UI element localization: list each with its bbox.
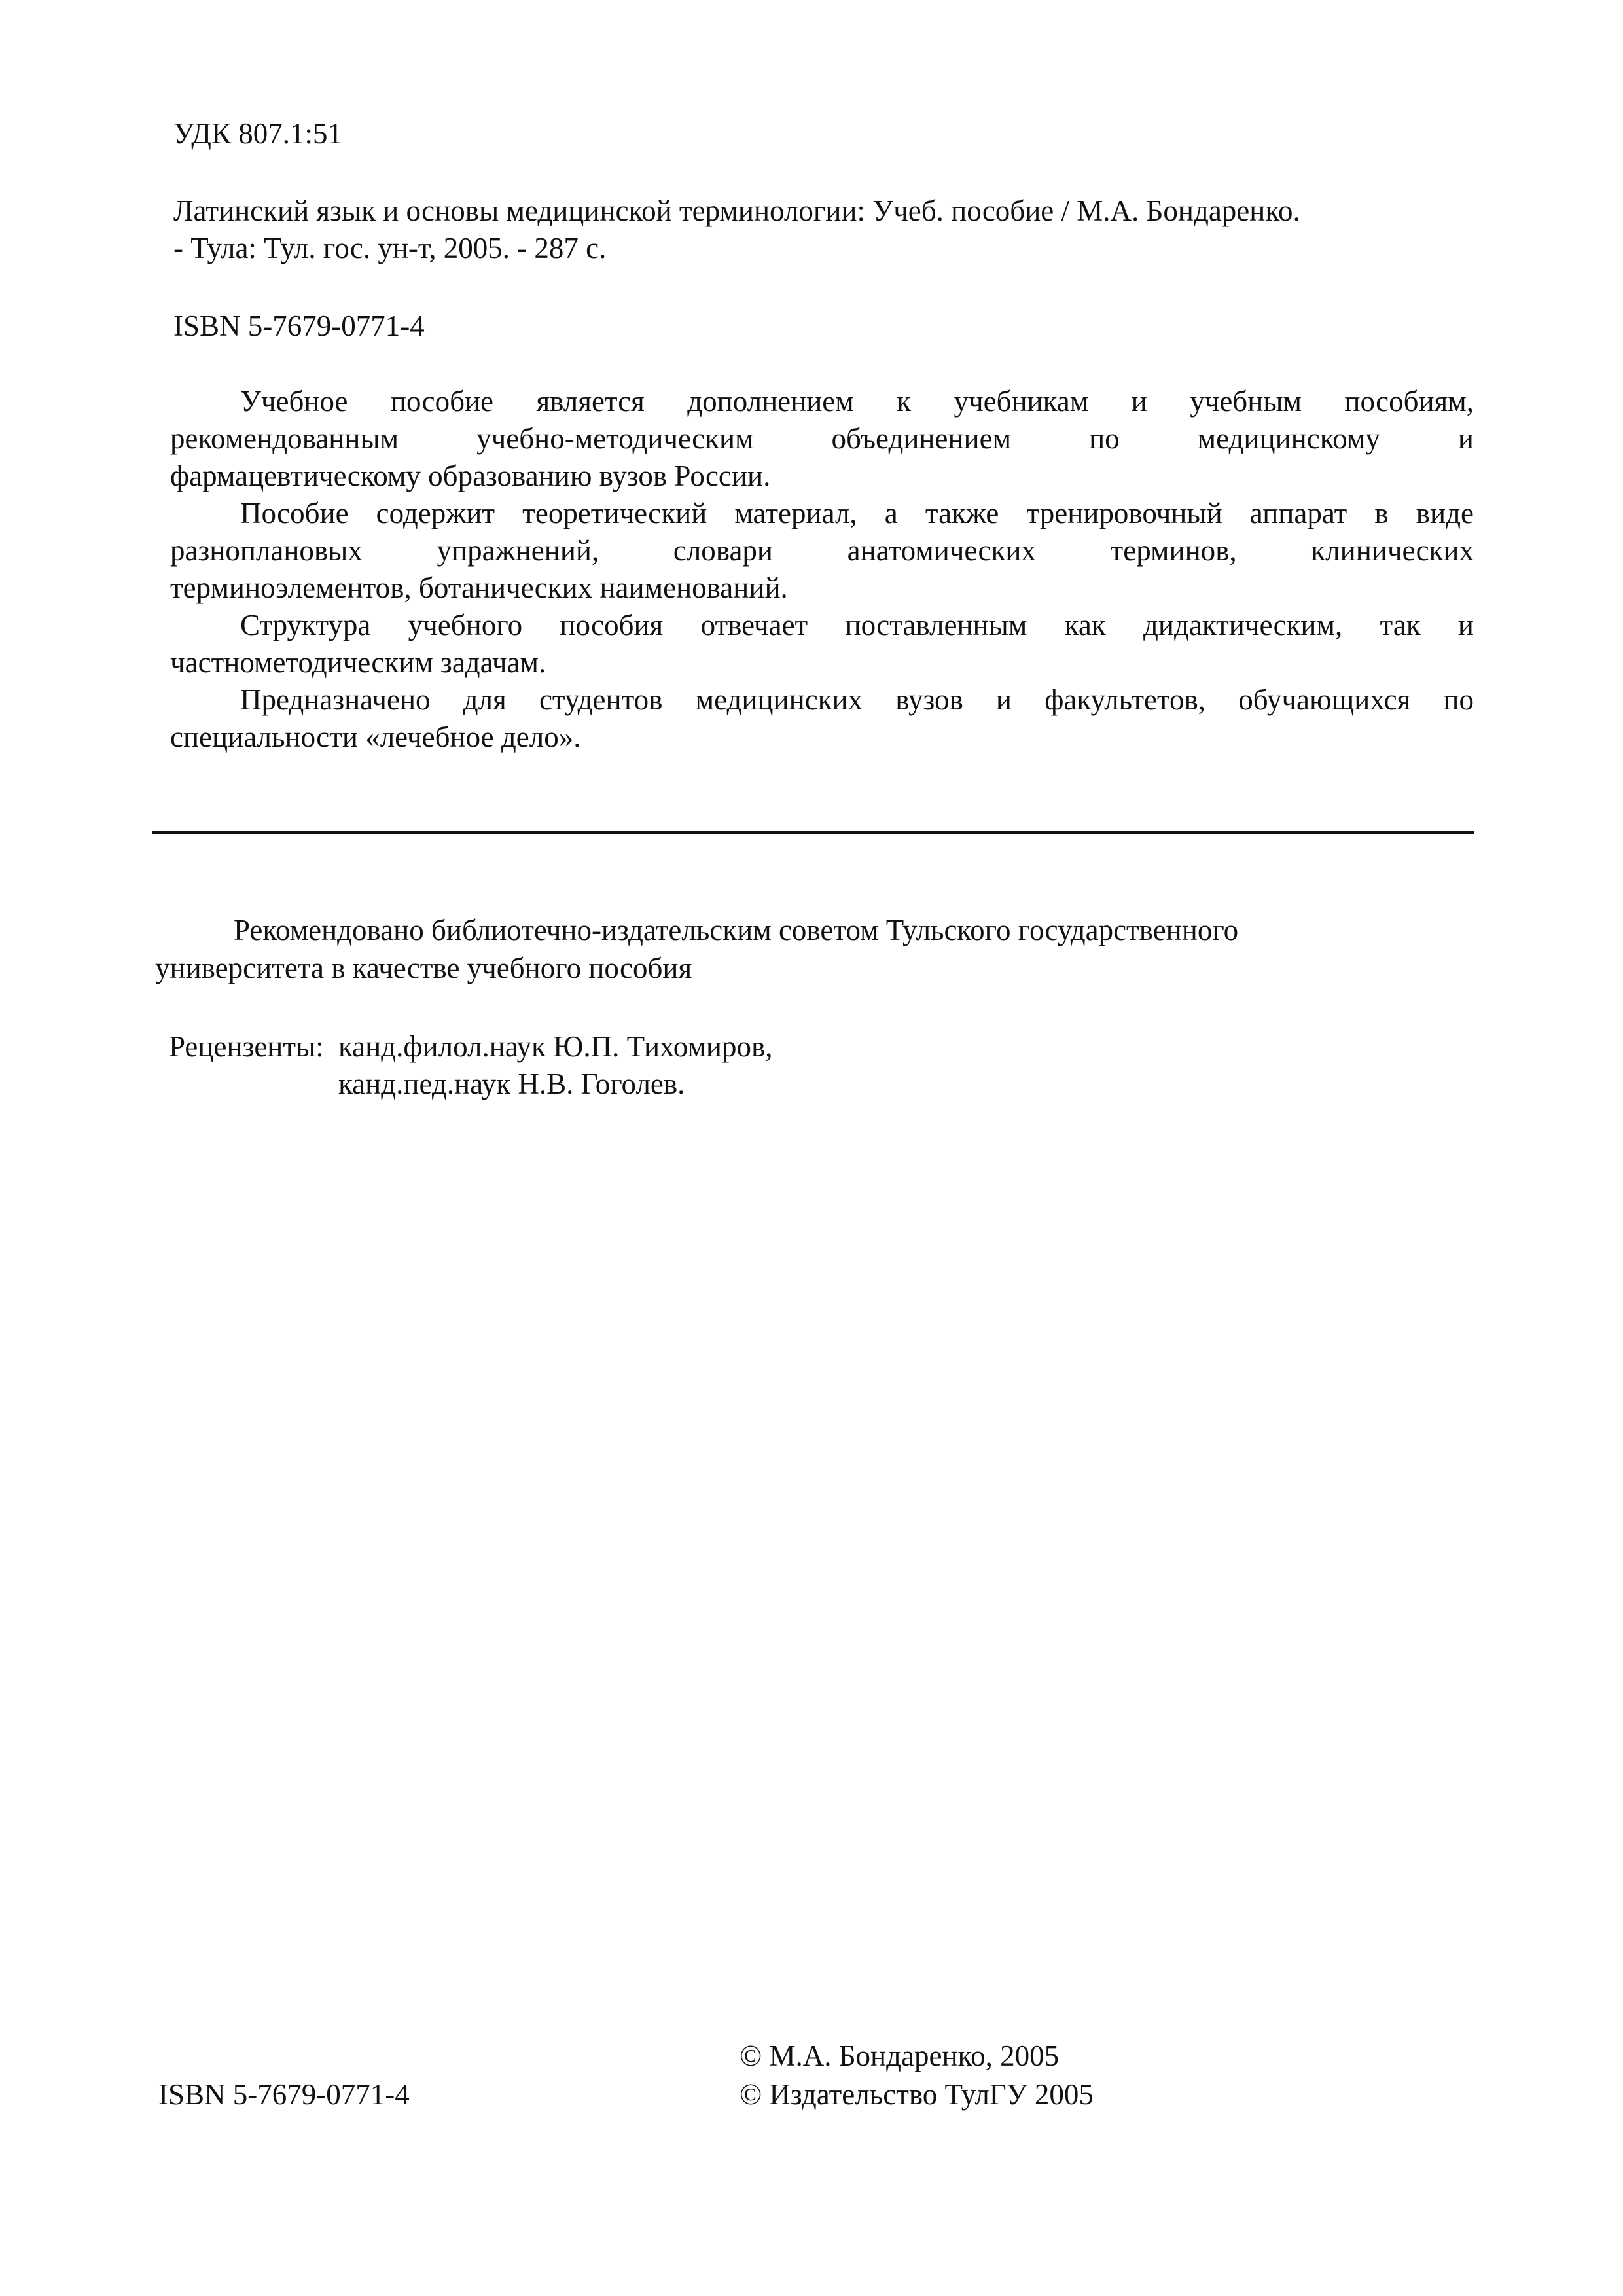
annotation-p3-line2: частнометодическим задачам.	[170, 646, 546, 679]
isbn-bottom: ISBN 5-7679-0771-4	[158, 2078, 410, 2111]
annotation-p2-line2: разноплановых упражнений, словари анатомических терминов, клинических	[170, 534, 1474, 567]
recommendation-line2: университета в качестве учебного пособия	[155, 952, 692, 984]
annotation-p1-line2: рекомендованным учебно-методическим объединением по медицинскому и	[170, 422, 1474, 455]
bibliographic-imprint: - Тула: Тул. гос. ун-т, 2005. - 287 с.	[173, 232, 607, 264]
annotation-p2-line1: Пособие содержит теоретический материал, а также тренировочный аппарат в виде	[240, 497, 1474, 529]
annotation-p2-line3: терминоэлементов, ботанических наименований.	[170, 571, 788, 604]
annotation-p4-line1: Предназначено для студентов медицинских вузов и факультетов, обучающихся по	[240, 683, 1474, 716]
reviewer-2: канд.пед.наук Н.В. Гоголев.	[338, 1067, 685, 1100]
isbn-top: ISBN 5-7679-0771-4	[173, 310, 425, 342]
copyright-publisher: © Издательство ТулГУ 2005	[740, 2078, 1094, 2111]
udk-code: УДК 807.1:51	[173, 117, 343, 150]
annotation	[170, 383, 1474, 756]
reviewer-1: канд.филол.наук Ю.П. Тихомиров,	[338, 1030, 773, 1063]
reviewers-label: Рецензенты:	[169, 1030, 324, 1063]
annotation-p3-line1: Структура учебного пособия отвечает поставленным как дидактическим, так и	[240, 609, 1474, 641]
bibliographic-title: Латинский язык и основы медицинской терминологии: Учеб. пособие / М.А. Бондаренко.	[173, 194, 1300, 227]
annotation-p1-line3: фармацевтическому образованию вузов России.	[170, 459, 771, 492]
annotation-p1-line1: Учебное пособие является дополнением к учебникам и учебным пособиям,	[240, 385, 1474, 418]
recommendation-line1: Рекомендовано библиотечно-издательским советом Тульского государственного	[234, 914, 1239, 946]
horizontal-divider	[152, 831, 1474, 834]
copyright-author: © М.А. Бондаренко, 2005	[740, 2039, 1060, 2072]
annotation-p4-line2: специальности «лечебное дело».	[170, 721, 581, 753]
